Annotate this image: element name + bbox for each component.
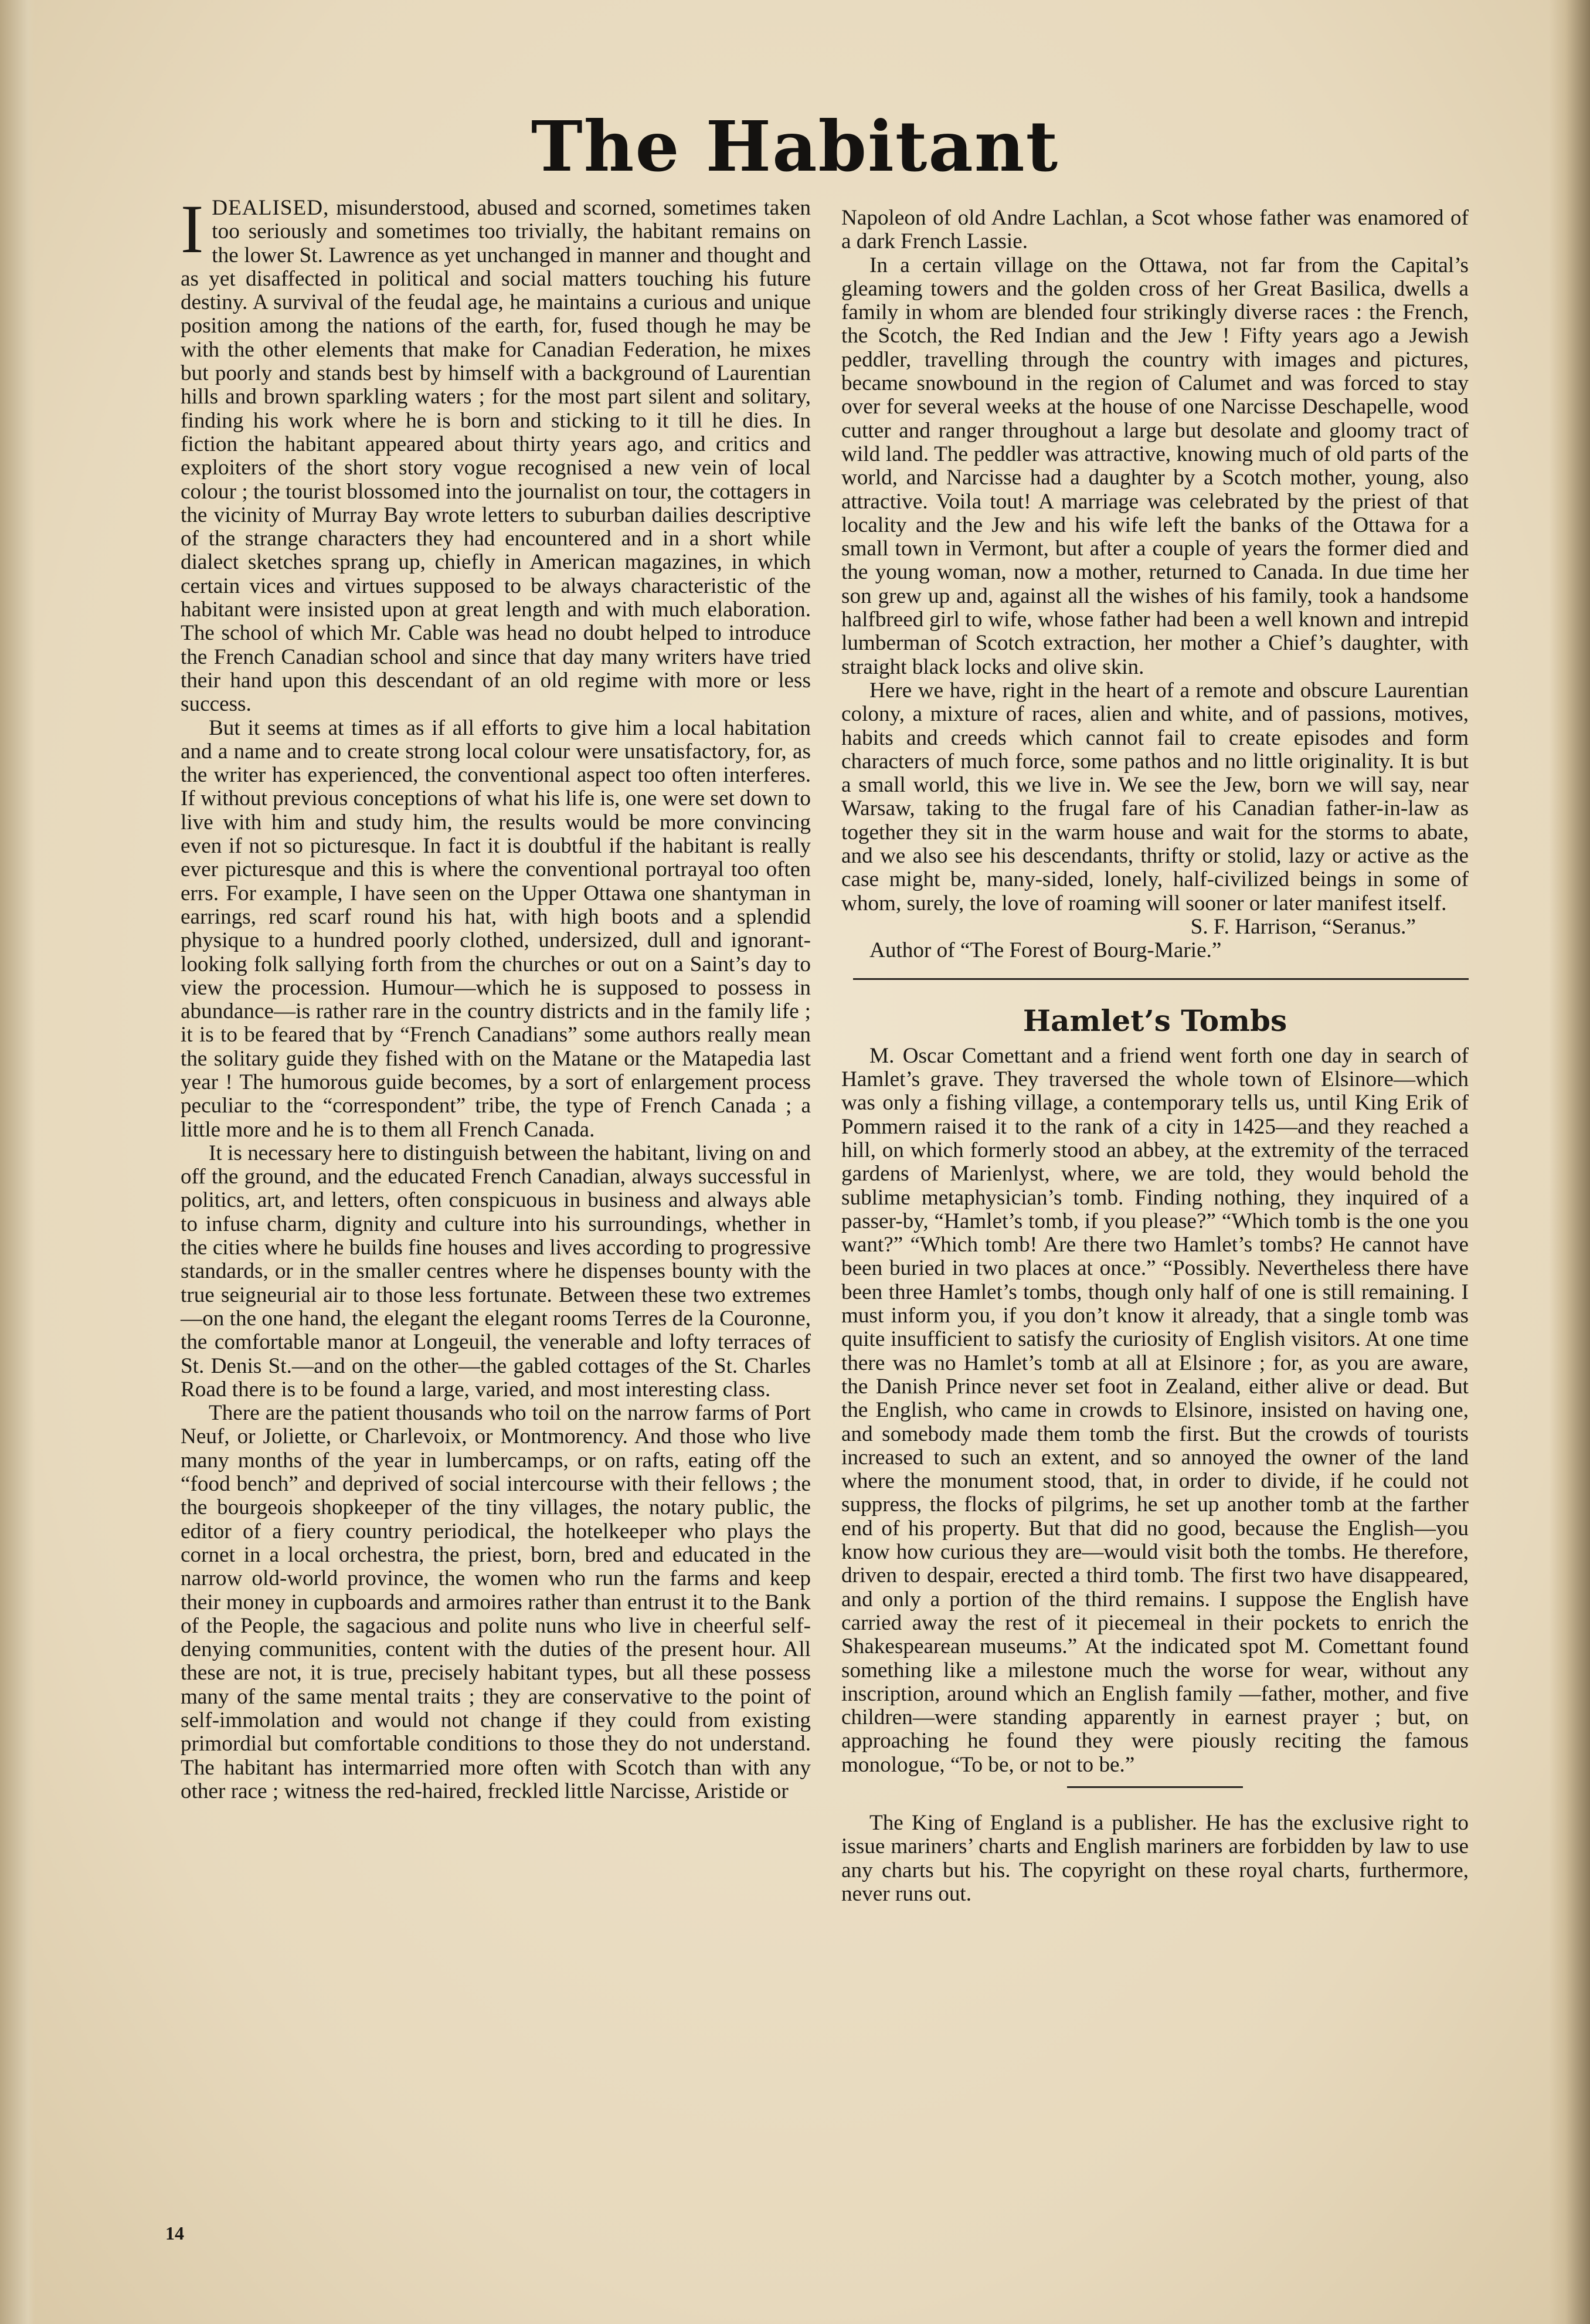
left-column — [181, 191, 811, 1803]
page-number: 14 — [165, 2223, 184, 2244]
hamlet-paragraph: M. Oscar Comettant and a friend went forth one day in search of Hamlet’s grave. They traversed the whole town of Elsinore—which was only a fishing village, a contemporary tells us, until King Erik of Pommern raised it to the rank of a city in 1425—and they reached a hill, on which formerly stood an abbey, at the extremity of the terraced gardens of Marienlyst, where, we are told, they would behold the sublime metaphysician’s tomb. Finding nothing, they inquired of a passer-by, “Hamlet’s tomb, if you please?” “Which tomb is the one you want?” “Which tomb! Are there two Hamlet’s tombs? He cannot have been buried in two places at once.” “Possibly. Nevertheless there have been three Hamlet’s tombs, though only half of one is still remaining. I must inform you, if you don’t know it already, that a single tomb was quite insufficient to satisfy the curiosity of English visitors. At one time there was no Hamlet’s tomb at all at Elsinore ; for, as you are aware, the Danish Prince never set foot in Zealand, either alive or dead. But the English, who came in crowds to Elsinore, insisted on having one, and somebody made them tomb the first. But the crowds of tourists increased to such an extent, and so annoyed the owner of the land where the monument stood, that, in order to divide, if he could not suppress, the flocks of pilgrims, he set up another tomb at the farther end of his property. But that did no good, because the English—you know how curious they are—would visit both the tombs. He therefore, driven to despair, erected a third tomb. The first two have disappeared, and only a portion of the third remains. I suppose the English have carried away the rest of it piecemeal in their pockets to enrich the Shakespearean museums.” At the indicated spot M. Comettant found something like a milestone much the worse for wear, without any inscription, around which an English family —father, mother, and five children—were standing apparently in earnest prayer ; but, on approaching he found they were piously reciting the famous monologue, “To be, or not to be.” — [841, 1043, 1469, 1777]
article-paragraph-6: In a certain village on the Ottawa, not far from the Capital’s gleaming towers and the golden cross of her Great Basilica, dwells a family in whom are blended four strikingly diverse races : the French, the Scotch, the Red Indian and the Jew ! Fifty years ago a Jewish peddler, travelling through the country with images and pictures, became snowbound in the region of Calumet and was forced to stay over for several weeks at the house of one Narcisse Deschapelle, wood cutter and ranger throughout a large but desolate and gloomy tract of wild land. The peddler was attractive, knowing much of old parts of the world, and Narcisse had a daughter by a Scotch mother, young, also attractive. Voila tout! A marriage was celebrated by the priest of that locality and the Jew and his wife left the banks of the Ottawa for a small town in Vermont, but after a couple of years the former died and the young woman, now a mother, returned to Canada. In due time her son grew up and, against all the wishes of his family, took a handsome halfbreed girl to wife, whose father had been a well known and intrepid lumberman of Scotch extraction, her mother a Chief’s daughter, with straight black locks and olive skin. — [841, 253, 1469, 679]
right-column — [841, 206, 1469, 1906]
article-paragraph-7: Here we have, right in the heart of a remote and obscure Laurentian colony, a mixture of races, alien and white, and of passions, motives, habits and creeds which cannot fail to create episodes and form characters of much force, some pathos and no little originality. It is but a small world, this we live in. We see the Jew, born we will say, near Warsaw, taking to the frugal fare of his Canadian father-in-law as together they sit in the warm house and wait for the storms to abate, and we also see his descendants, thrifty or stolid, lazy or active as the case might be, many-sided, lonely, half-civilized beings in some of whom, surely, the love of roaming will sooner or later manifest itself. — [841, 678, 1469, 915]
article-paragraph-4: There are the patient thousands who toil on the narrow farms of Port Neuf, or Joliette, or Charlevoix, or Montmorency. And those who live many months of the year in lumbercamps, or on rafts, eating off the “food bench” and deprived of social intercourse with their fellows ; the the bourgeois shopkeeper of the tiny villages, the notary public, the editor of a fiery country periodical, the hotelkeeper who plays the cornet in a local orchestra, the priest, born, bred and educated in the narrow old-world province, the women who run the farms and keep their money in cupboards and armoires rather than entrust it to the Bank of the People, the sagacious and polite nuns who live in cheerful self-denying communities, content with the duties of the present hour. All these are not, it is true, precisely habitant types, but all these possess many of the same mental traits ; they are conservative to the point of self-immolation and would not change if they could from existing primordial but comfortable conditions to those they do not understand. The habitant has intermarried more often with Scotch than with any other race ; witness the red-haired, freckled little Narcisse, Aristide or — [181, 1401, 811, 1803]
author-credit: Author of “The Forest of Bourg-Marie.” — [869, 938, 1222, 963]
paragraph-text: misunderstood, abused and scorned, sometimes taken too seriously and sometimes too trivially, the habitant remains on the lower St. Lawrence as yet unchanged in manner and thought and as yet disaffected in political and social matters touching his future destiny. A survival of the feudal age, he maintains a curious and unique position among the nations of the earth, for, fused though he may be with the other elements that make for Canadian Federation, he mixes but poorly and stands best by himself with a background of Laurentian hills and brown sparkling waters ; for the most part silent and solitary, finding his work where he is born and sticking to it till he dies. In fiction the habitant appeared about thirty years ago, and critics and exploiters of the short story vogue recognised a new vein of local colour ; the tourist blossomed into the journalist on tour, the cottagers in the vicinity of Murray Bay wrote letters to suburban dailies descriptive of the strange characters they had encountered and in a short while dialect sketches sprang up, chiefly in American magazines, in which certain vices and virtues supposed to be always characteristic of the habitant were insisted upon at great length and with much elaboration. The school of which Mr. Cable was head no doubt helped to introduce the French Canadian school and since that day many writers have tried their hand upon this descendant of an old regime with more or less success. — [181, 196, 811, 717]
section-heading-hamlets-tombs: Hamlet’s Tombs — [1022, 1003, 1287, 1038]
article-paragraph-5: Napoleon of old Andre Lachlan, a Scot whose father was enamored of a dark French Lassie. — [841, 206, 1469, 254]
short-divider — [1067, 1786, 1243, 1788]
page-spine-shadow — [0, 0, 35, 2324]
section-divider — [853, 978, 1469, 980]
page-title: The Habitant — [531, 106, 1059, 187]
page-edge-shadow — [1549, 0, 1590, 2324]
lead-word: DEALISED, — [212, 196, 329, 220]
drop-cap: I — [181, 191, 204, 267]
king-paragraph: The King of England is a publisher. He has the exclusive right to issue mariners’ charts and English mariners are forbidden by law to use any charts but his. The copyright on these royal charts, furthermore, never runs out. — [841, 1811, 1469, 1906]
article-paragraph-3: It is necessary here to distinguish between the habitant, living on and off the ground, and the educated French Canadian, always successful in politics, art, and letters, often conspicuous in business and always able to infuse charm, dignity and culture into his surroundings, whether in the cities where he builds fine houses and lives according to progressive standards, or in the smaller centres where he dispenses bounty with the true seigneurial air to those less fortunate. Between these two extremes—on the one hand, the elegant the elegant rooms Terres de la Couronne, the comfortable manor at Longeuil, the venerable and lofty terraces of St. Denis St.—and on the other—the gabled cottages of the St. Charles Road there is to be found a large, varied, and most interesting class. — [181, 1141, 811, 1402]
author-signature: S. F. Harrison, “Seranus.” — [1190, 914, 1416, 939]
article-paragraph-1 — [181, 191, 811, 717]
article-paragraph-2: But it seems at times as if all efforts to give him a local habitation and a name and to create strong local colour were unsatisfactory, for, as the writer has experienced, the conventional aspect too often interferes. If without previous conceptions of what his life is, one were set down to live with him and study him, the results would be more convincing even if not so picturesque. In fact it is doubtful if the habitant is really ever picturesque and this is where the conventional portrayal too often errs. For example, I have seen on the Upper Ottawa one shantyman in earrings, red scarf round his hat, with high boots and a splendid physique to a hundred poorly clothed, undersized, dull and ignorant-looking folk sallying forth from the churches or out on a Saint’s day to view the procession. Humour—which he is supposed to possess in abundance—is rather rare in the country districts and in the family life ; it is to be feared that by “French Canadians” some authors really mean the solitary guide they fished with on the Matane or the Matapedia last year ! The humorous guide becomes, by a sort of enlargement process peculiar to the “correspondent” tribe, the type of French Canada ; a little more and he is to them all French Canada. — [181, 715, 811, 1142]
